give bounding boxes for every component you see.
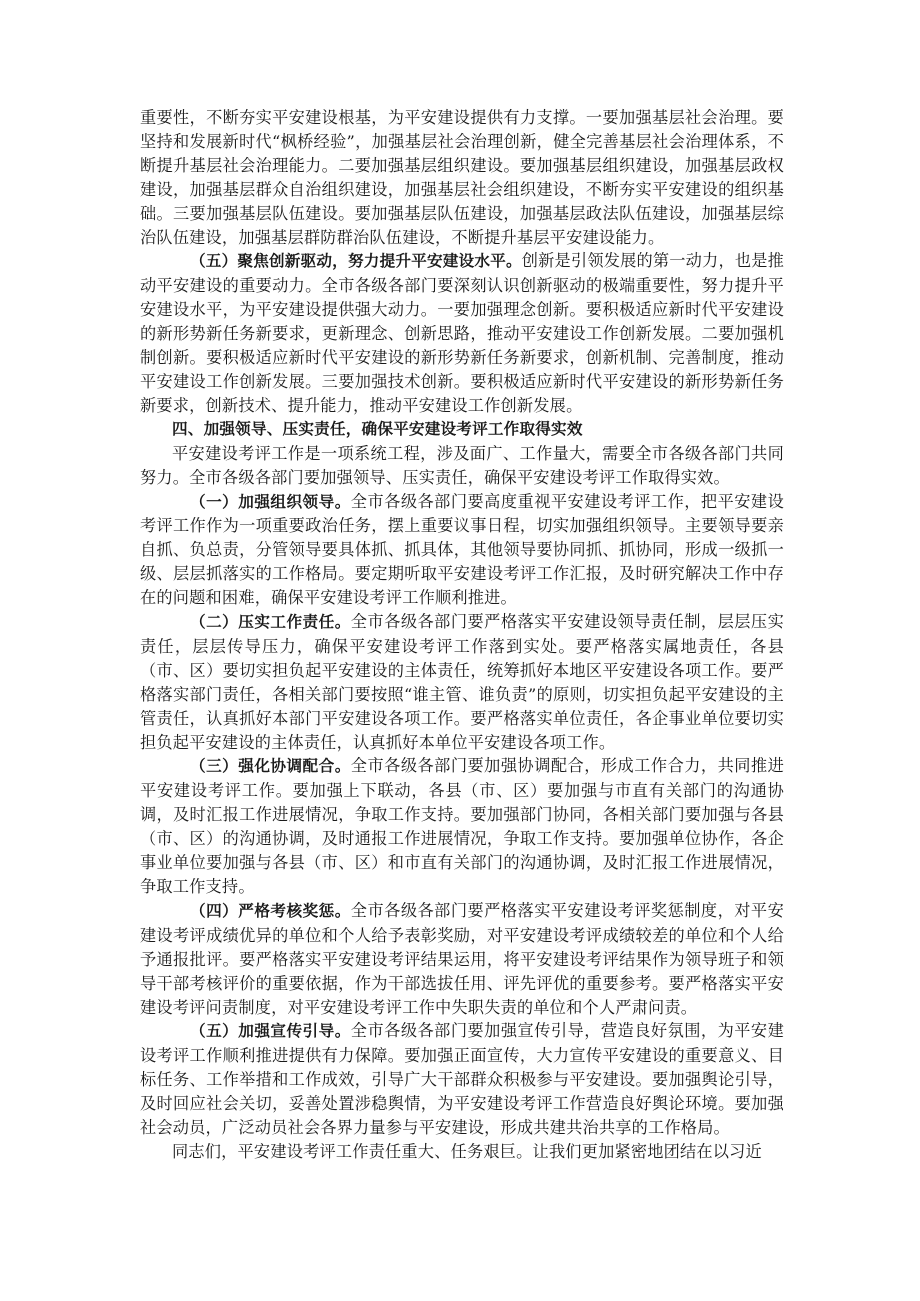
paragraph-lead: （四）严格考核奖惩。 bbox=[190, 901, 351, 920]
document-page bbox=[140, 106, 784, 1164]
paragraph-assessment bbox=[140, 899, 784, 1020]
paragraph-text: 全市各级各部门要加强协调配合，形成工作合力，共同推进平安建设考评工作。要加强上下联动，各县（市、区）要加强与市直有关部门的沟通协调，及时汇报工作进展情况，争取工作支持。要加强部门协同，各相关部门要加强与各县（市、区）的沟通协调，及时通报工作进展情况，争取工作支持。要加强单位协作，各企事业单位要加强与各县（市、区）和市直有关部门的沟通协调，及时汇报工作进展情况，争取工作支持。 bbox=[140, 756, 784, 896]
paragraph-lead: （五）加强宣传引导。 bbox=[190, 1022, 351, 1041]
paragraph-intro bbox=[140, 442, 784, 490]
paragraph-text: 同志们，平安建设考评工作责任重大、任务艰巨。让我们更加紧密地团结在以习近 bbox=[172, 1141, 762, 1161]
paragraph-text: 全市各级各部门要高度重视平安建设考评工作，把平安建设考评工作作为一项重要政治任务，摆上重要议事日程，切实加强组织领导。主要领导要亲自抓、负总责，分管领导要具体抓、抓具体，其他领导要协同抓、抓协同，形成一级抓一级、层层抓落实的工作格局。要定期听取平安建设考评工作汇报，及时研究解决工作中存在的问题和困难，确保平安建设考评工作顺利推进。 bbox=[140, 491, 784, 608]
paragraph-publicity bbox=[140, 1019, 784, 1140]
paragraph-responsibility bbox=[140, 610, 784, 754]
paragraph-text: 平安建设考评工作是一项系统工程，涉及面广、工作量大，需要全市各级各部门共同努力。全市各级各部门要加强领导、压实责任，确保平安建设考评工作取得实效。 bbox=[140, 443, 784, 487]
paragraph-lead: （五）聚焦创新驱动，努力提升平安建设水平。 bbox=[190, 252, 522, 271]
section-heading: 四、加强领导、压实责任，确保平安建设考评工作取得实效 bbox=[172, 419, 583, 438]
paragraph-text: 重要性，不断夯实平安建设根基，为平安建设提供有力支撑。一要加强基层社会治理。要坚持和发展新时代“枫桥经验”，加强基层社会治理创新，健全完善基层社会治理体系，不断提升基层社会治理能力。二要加强基层组织建设。要加强基层组织建设，加强基层政权建设，加强基层群众自治组织建设，加强基层社会组织建设，不断夯实平安建设的组织基础。三要加强基层队伍建设。要加强基层队伍建设，加强基层政法队伍建设，加强基层综治队伍建设，加强基层群防群治队伍建设，不断提升基层平安建设能力。 bbox=[140, 108, 784, 247]
paragraph-closing bbox=[140, 1140, 784, 1164]
paragraph-lead: （一）加强组织领导。 bbox=[190, 492, 351, 511]
paragraph-text: 全市各级各部门要严格落实平安建设领导责任制，层层压实责任，层层传导压力，确保平安建设考评工作落到实处。要严格落实属地责任，各县（市、区）要切实担负起平安建设的主体责任，统筹抓好本地区平安建设各项工作。要严格落实部门责任，各相关部门要按照“谁主管、谁负责”的原则，切实担负起平安建设的主管责任，认真抓好本部门平安建设各项工作。要严格落实单位责任，各企事业单位要切实担负起平安建设的主体责任，认真抓好本单位平安建设各项工作。 bbox=[140, 612, 784, 752]
paragraph-lead: （二）压实工作责任。 bbox=[190, 613, 351, 632]
paragraph-innovation bbox=[140, 249, 784, 417]
paragraph-lead: （三）强化协调配合。 bbox=[190, 757, 351, 776]
paragraph-text: 全市各级各部门要严格落实平安建设考评奖惩制度，对平安建设考评成绩优异的单位和个人给予表彰奖励，对平安建设考评成绩较差的单位和个人给予通报批评。要严格落实平安建设考评结果运用，将平安建设考评结果作为领导班子和领导干部考核评价的重要依据，作为干部选拔任用、评先评优的重要参考。要严格落实平安建设考评问责制度，对平安建设考评工作中失职失责的单位和个人严肃问责。 bbox=[140, 900, 784, 1017]
paragraph-leadership bbox=[140, 490, 784, 611]
paragraph-continuation bbox=[140, 106, 784, 249]
paragraph-coordination bbox=[140, 754, 784, 898]
paragraph-text: 全市各级各部门要加强宣传引导，营造良好氛围，为平安建设考评工作顺利推进提供有力保障。要加强正面宣传，大力宣传平安建设的重要意义、目标任务、工作举措和工作成效，引导广大干部群众积极参与平安建设。要加强舆论引导，及时回应社会关切，妥善处置涉稳舆情，为平安建设考评工作营造良好舆论环境。要加强社会动员，广泛动员社会各界力量参与平安建设，形成共建共治共享的工作格局。 bbox=[140, 1021, 784, 1138]
paragraph-text: 创新是引领发展的第一动力，也是推动平安建设的重要动力。全市各级各部门要深刻认识创新驱动的极端重要性，努力提升平安建设水平，为平安建设提供强大动力。一要加强理念创新。要积极适应新时代平安建设的新形势新任务新要求，更新理念、创新思路，推动平安建设工作创新发展。二要加强机制创新。要积极适应新时代平安建设的新形势新任务新要求，创新机制、完善制度，推动平安建设工作创新发展。三要加强技术创新。要积极适应新时代平安建设的新形势新任务新要求，创新技术、提升能力，推动平安建设工作创新发展。 bbox=[140, 251, 785, 415]
